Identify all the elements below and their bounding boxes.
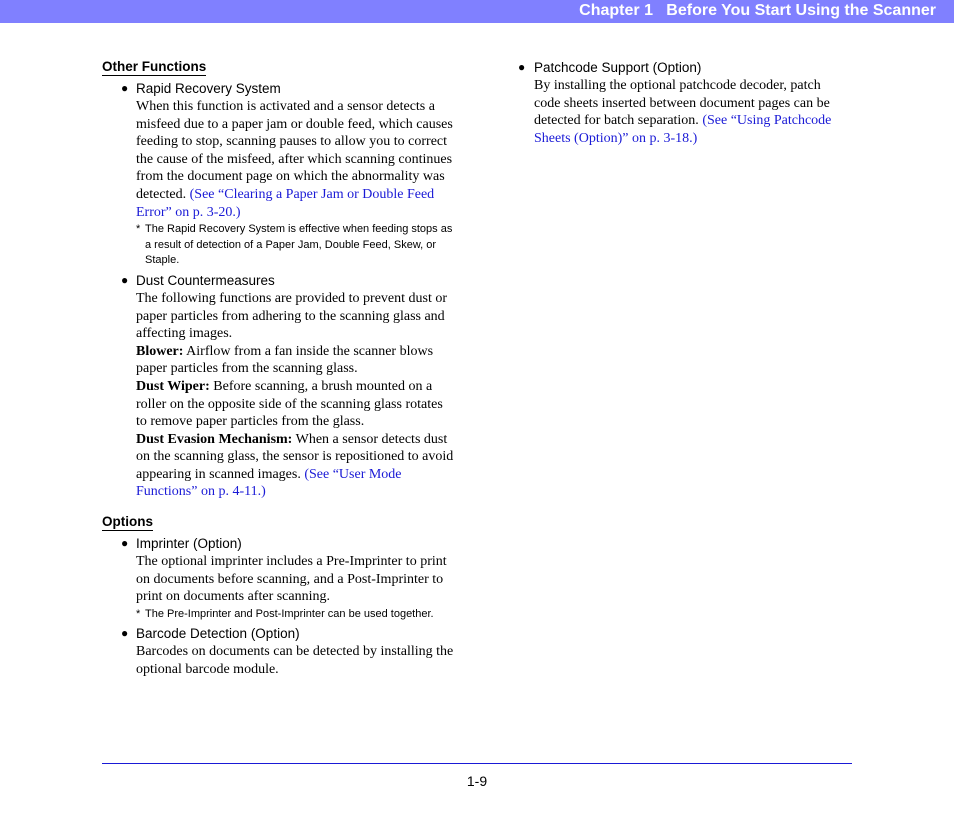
left-column xyxy=(102,58,456,679)
section-heading-other-functions: Other Functions xyxy=(102,59,207,74)
section-heading-options: Options xyxy=(102,514,153,530)
paragraph-rapid-recovery: When this function is activated and a sensor detects a misfeed due to a paper jam or double feed, which causes feeding to stop, scanning pauses to allow you to correct the cause of the misfeed, after which scanning continues from the document page on which the abnormality was detected. (See “Clearing a Paper Jam or Double Feed Error” on p. 3-20.) xyxy=(136,99,453,220)
note-asterisk: * xyxy=(136,607,141,620)
item-rapid-recovery xyxy=(102,79,456,269)
item-title-barcode: Barcode Detection (Option) xyxy=(136,626,300,642)
item-title-dust: Dust Countermeasures xyxy=(136,272,275,288)
note-asterisk: * xyxy=(136,223,141,236)
bullet-icon: ● xyxy=(121,272,129,287)
right-column xyxy=(518,58,848,147)
paragraph-patchcode: By installing the optional patchcode decoder, patch code sheets inserted between document pages can be detected for batch separation. (See “Using Patchcode Sheets (Option)” on p. 3-18.) xyxy=(534,78,832,146)
link-using-patchcode-sheets[interactable]: (See “Using Patchcode Sheets (Option)” on p. 3-18.) xyxy=(534,113,832,146)
item-title-patchcode: Patchcode Support (Option) xyxy=(534,60,702,75)
item-title-imprinter: Imprinter (Option) xyxy=(136,536,242,552)
link-user-mode-functions[interactable]: (See “User Mode Functions” on p. 4-11.) xyxy=(136,466,402,500)
paragraph-dust-intro: The following functions are provided to prevent dust or paper particles from adhering to the scanning glass and affecting images. xyxy=(136,290,448,342)
bullet-icon: ● xyxy=(121,536,129,551)
item-dust-countermeasures xyxy=(102,271,456,501)
paragraph-dust-wiper: Dust Wiper: Before scanning, a brush mounted on a roller on the opposite side of the scanning glass rotates to remove paper particles from the glass. xyxy=(136,378,443,430)
paragraph-barcode: Barcodes on documents can be detected by installing the optional barcode module. xyxy=(136,644,454,678)
item-patchcode xyxy=(518,58,848,147)
item-barcode xyxy=(102,624,456,678)
paragraph-dust-evasion: Dust Evasion Mechanism: When a sensor detects dust on the scanning glass, the sensor is repositioned to avoid appearing in scanned images. (See “User Mode Functions” on p. 4-11.) xyxy=(136,431,454,500)
bullet-icon: ● xyxy=(121,626,129,641)
item-title-rapid-recovery: Rapid Recovery System xyxy=(136,81,281,96)
note-imprinter: * The Pre-Imprinter and Post-Imprinter can be used together. xyxy=(136,607,456,623)
item-imprinter xyxy=(102,534,456,622)
link-clearing-paper-jam[interactable]: (See “Clearing a Paper Jam or Double Feed Error” on p. 3-20.) xyxy=(136,186,435,220)
bullet-icon: ● xyxy=(518,60,526,74)
paragraph-blower: Blower: Airflow from a fan inside the scanner blows paper particles from the scanning glass. xyxy=(136,343,434,377)
note-rapid-recovery: * The Rapid Recovery System is effective when feeding stops as a result of detection of a Paper Jam, Double Feed, Skew, or Staple. xyxy=(136,223,453,267)
paragraph-imprinter: The optional imprinter includes a Pre-Imprinter to print on documents before scanning, and a Post-Imprinter to print on documents after scanning. xyxy=(136,554,447,605)
footer-divider xyxy=(102,763,852,764)
bullet-icon: ● xyxy=(121,81,129,95)
chapter-title: Chapter 1 Before You Start Using the Scanner xyxy=(579,2,936,19)
page-number: 1-9 xyxy=(466,773,488,789)
chapter-header-bar xyxy=(0,0,954,23)
